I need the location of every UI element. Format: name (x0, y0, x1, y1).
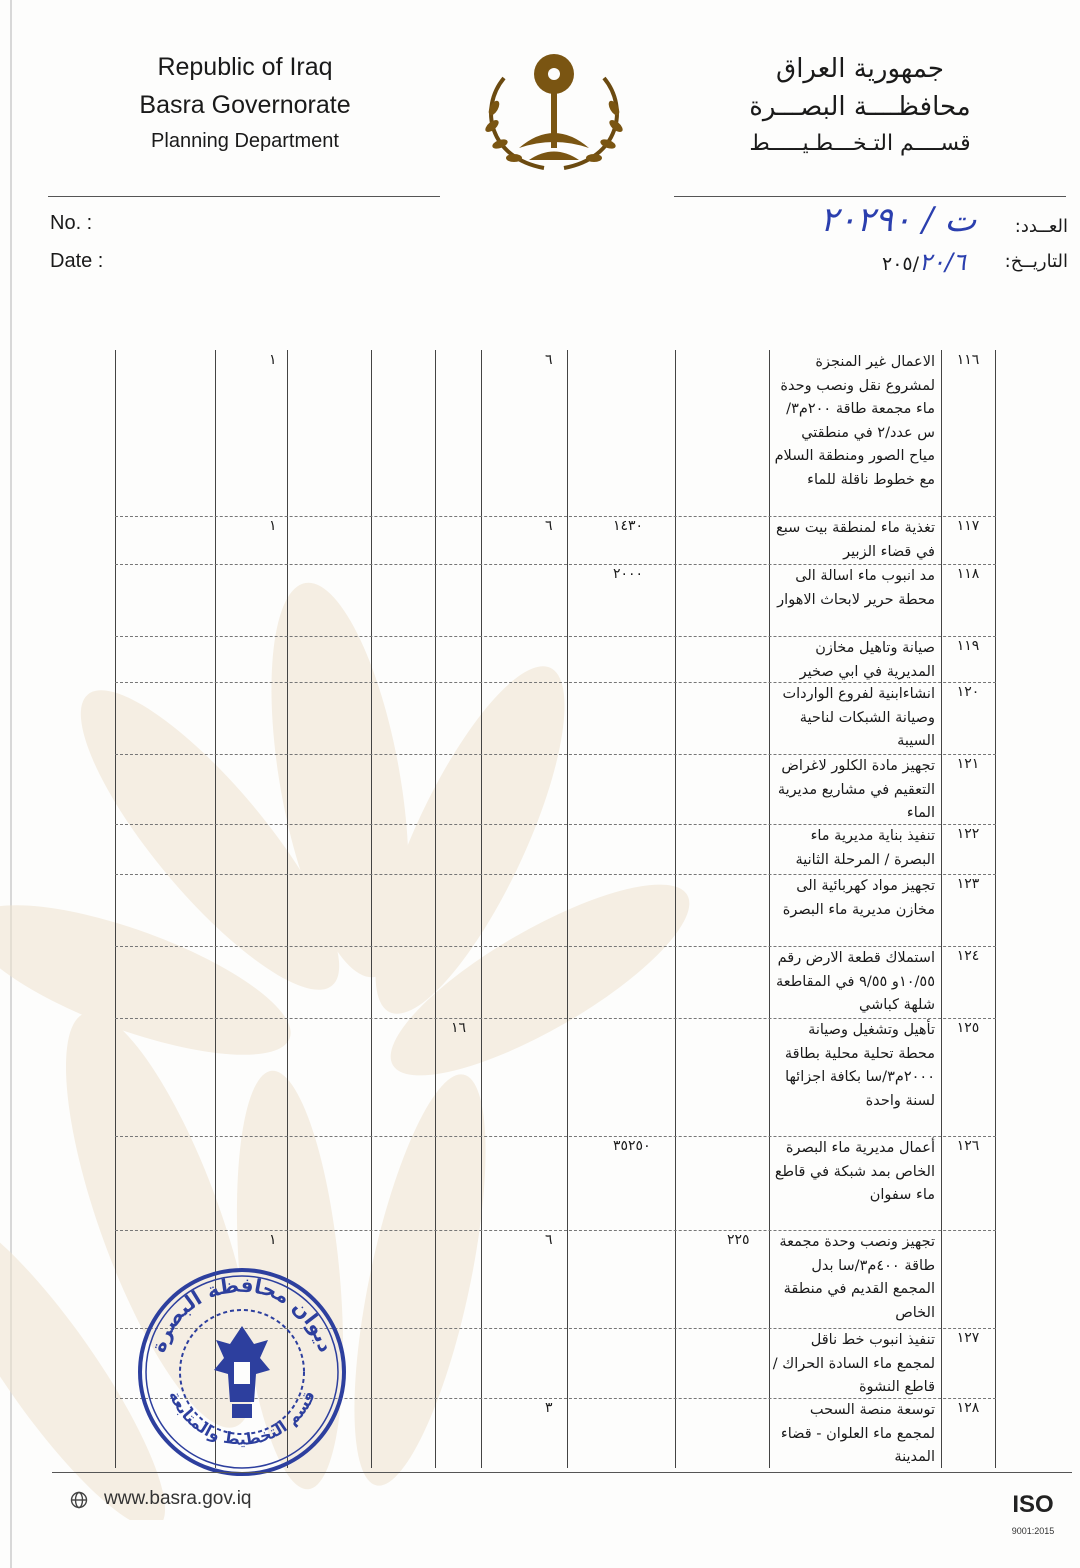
globe-icon (70, 1491, 88, 1509)
project-description: انشاءابنية لفروع الواردات وصيانة الشبكات لناحية السيبة (782, 686, 935, 749)
value-cell: ١٦ (451, 1020, 467, 1036)
header-en-country: Republic of Iraq (157, 53, 333, 81)
project-description: تجهيز ونصب وحدة مجمعة طاقة ٤٠٠م٣/سا بدل المجمع القديم في منطقة الخاص (779, 1234, 935, 1321)
row-divider (115, 516, 996, 517)
header-rule-right (674, 196, 1066, 197)
project-description: تغذية ماء لمنطقة بيت سبع في قضاء الزبير (776, 520, 935, 560)
printed-year: ٢٠٥/ (882, 253, 920, 275)
value-cell: ٣ (545, 1400, 553, 1416)
handwritten-reference-number: ت / ٢٠٢٩٠ (820, 200, 977, 240)
table-row (115, 824, 996, 874)
header-ar-governorate: محافظــــة البصـــرة (749, 92, 971, 122)
project-description: تأهيل وتشغيل وصيانة محطة تحلية محلية بطاقة ٢٠٠٠م٣/سا بكافة اجزائها لسنة واحدة (784, 1022, 935, 1109)
row-number: ١١٧ (956, 518, 980, 534)
table-row (115, 874, 996, 946)
value-cell: ٢٠٠٠ (613, 566, 644, 582)
stamp-bottom-text: قسم التخطيط والمتابعة (165, 1387, 319, 1449)
row-number: ١٢٨ (956, 1400, 980, 1416)
row-number: ١١٦ (956, 352, 980, 368)
arabic-date-label: التاريــخ: (1004, 251, 1068, 272)
stamp-outer-text: ديوان محافظة البصرة (145, 1272, 339, 1356)
table-row (115, 1018, 996, 1136)
table-row (115, 350, 996, 516)
table-row (115, 1136, 996, 1230)
project-description: تجهيز مواد كهربائية الى مخازن مديرية ماء البصرة (782, 878, 935, 918)
row-divider (115, 946, 996, 947)
row-divider (115, 824, 996, 825)
table-row (115, 636, 996, 682)
project-description: تجهيز مادة الكلور لاغراض التعقيم في مشاريع مديرية الماء (777, 758, 935, 821)
value-cell: ١٤٣٠ (613, 518, 644, 534)
value-cell: ١ (269, 518, 277, 534)
number-label: No. : (50, 212, 93, 234)
project-description: تنفيذ بناية مديرية ماء البصرة / المرحلة الثانية (795, 828, 935, 868)
row-divider (115, 564, 996, 565)
value-cell: ٦ (545, 352, 553, 368)
header-en-governorate: Basra Governorate (139, 91, 351, 119)
date-label: Date : (50, 250, 104, 272)
value-cell: ٦ (545, 518, 553, 534)
official-stamp (136, 1266, 348, 1478)
header-en-department: Planning Department (151, 130, 339, 152)
row-number: ١٢٦ (956, 1138, 980, 1154)
row-divider (115, 754, 996, 755)
table-row (115, 516, 996, 564)
table-row (115, 564, 996, 636)
row-number: ١٢٣ (956, 876, 980, 892)
value-cell: ١ (269, 1232, 277, 1248)
header-arabic (710, 50, 1010, 162)
project-description: الاعمال غير المنجزة لمشروع نقل ونصب وحدة ماء مجمعة طاقة ٢٠٠م٣/س عدد/٢ في منطقتي مياح الصور ومنطقة السلام مع خطوط ناقلة للماء (774, 354, 935, 488)
row-divider (115, 874, 996, 875)
project-description: استملاك قطعة الارض رقم ١٠/٥٥و ٩/٥٥ في المقاطعة شلهة كباشي (775, 950, 935, 1013)
value-cell: ٦ (545, 1232, 553, 1248)
arabic-number-label: العــدد: (1014, 216, 1068, 237)
project-description: تنفيذ انبوب خط ناقل لمجمع ماء السادة الحراك / قاطع النشوة (772, 1332, 935, 1395)
website-link[interactable]: www.basra.gov.iq (104, 1488, 252, 1509)
row-divider (115, 636, 996, 637)
table-row (115, 754, 996, 824)
header-ar-department: قســــم التـخـــطـيـــــط (749, 131, 971, 156)
row-number: ١١٩ (956, 638, 980, 654)
iso-badge (1002, 1488, 1064, 1544)
table-row (115, 682, 996, 754)
value-cell: ٣٥٢٥٠ (613, 1138, 651, 1154)
iso-label: ISO (1012, 1491, 1054, 1518)
row-number: ١١٨ (956, 566, 980, 582)
footer-rule (52, 1472, 1072, 1473)
project-description: أعمال مديرية ماء البصرة الخاص بمد شبكة في قاطع ماء سفوان (774, 1140, 935, 1203)
value-cell: ١ (269, 352, 277, 368)
row-divider (115, 1136, 996, 1137)
header-english (110, 48, 380, 158)
row-number: ١٢١ (956, 756, 980, 772)
document-date (882, 248, 966, 276)
header-rule-left (48, 196, 440, 197)
row-number: ١٢٤ (956, 948, 980, 964)
row-divider (115, 682, 996, 683)
table-row (115, 946, 996, 1018)
row-divider (115, 1230, 996, 1231)
header-ar-country: جمهورية العراق (776, 54, 944, 84)
project-description: مد انبوب ماء اسالة الى محطة حرير لابحاث الاهوار (777, 568, 935, 608)
row-number: ١٢٥ (956, 1020, 980, 1036)
project-description: توسعة منصة السحب لمجمع ماء العلوان - قضاء المدينة (780, 1402, 935, 1465)
value-cell: ٢٢٥ (727, 1232, 750, 1248)
row-number: ١٢٧ (956, 1330, 980, 1346)
iso-standard: 9001:2015 (1011, 1526, 1055, 1536)
row-number: ١٢٢ (956, 826, 980, 842)
row-number: ١٢٠ (956, 684, 980, 700)
project-description: صيانة وتاهيل مخازن المديرية في ابي صخير (799, 640, 935, 680)
basra-governorate-logo (474, 48, 634, 180)
row-divider (115, 1018, 996, 1019)
handwritten-date: ٢٠/٦ (919, 248, 966, 276)
